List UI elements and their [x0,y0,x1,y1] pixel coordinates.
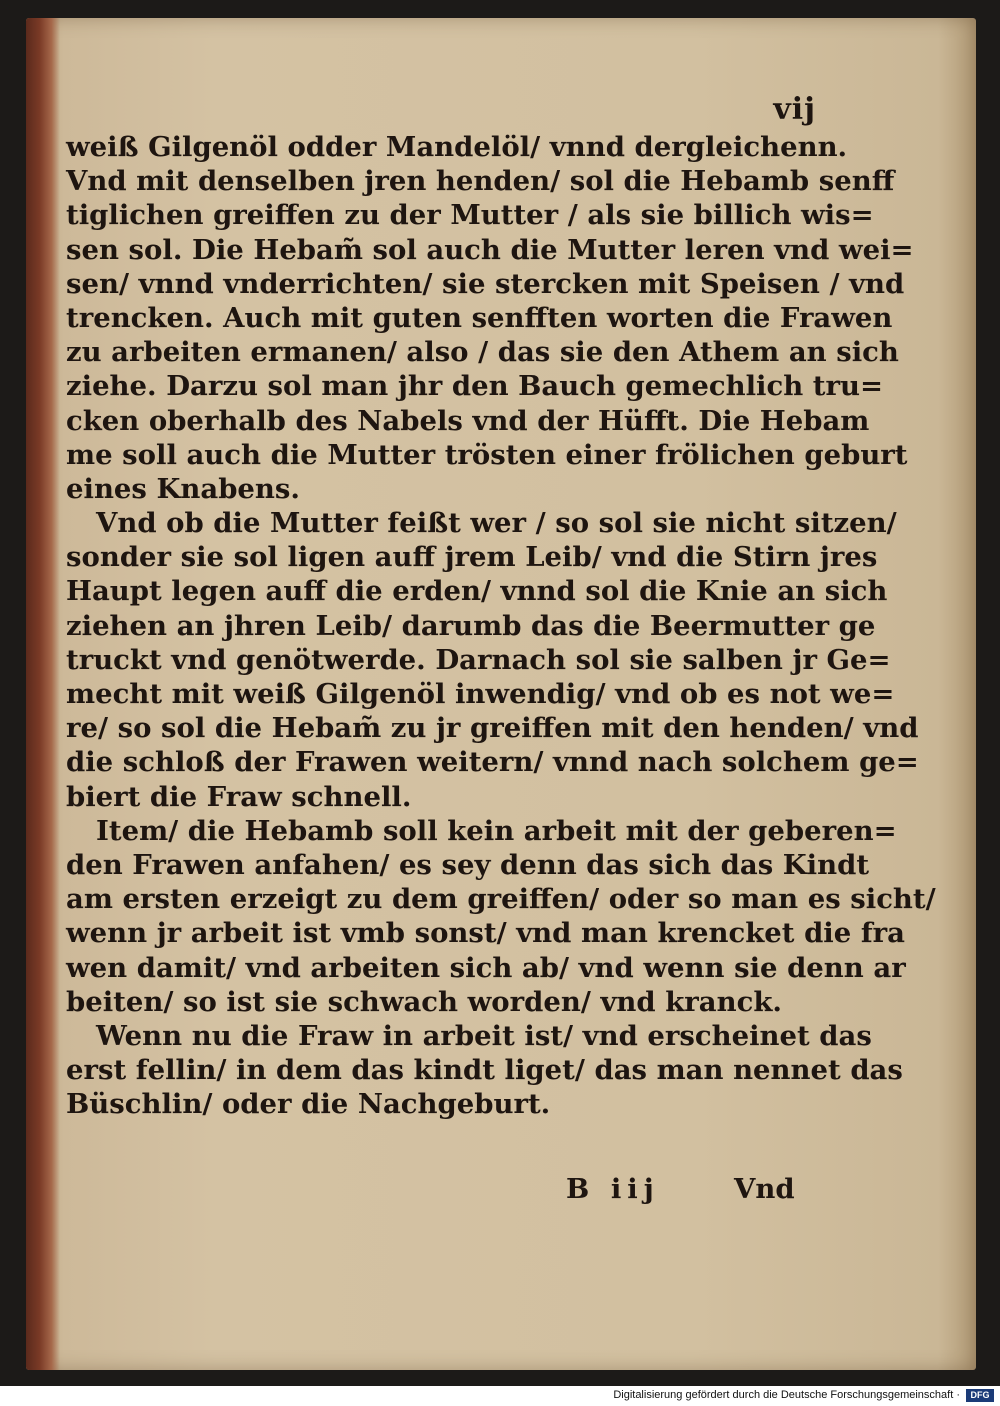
text-line: cken oberhalb des Nabels vnd der Hüfft. Die Hebam [66,404,870,437]
text-line: Haupt legen auff die erden/ vnnd sol die Knie an sich [66,575,888,608]
text-line: ziehe. Darzu sol man jhr den Bauch gemechlich tru= [66,370,884,403]
funding-credit: Digitalisierung gefördert durch die Deutsche Forschungsgemeinschaft · [613,1389,960,1401]
text-line: tiglichen greiffen zu der Mutter / als sie billich wis= [66,199,874,232]
text-line: eines Knabens. [66,472,300,505]
text-line: Vnd mit denselben jren henden/ sol die Hebamb senff [66,165,895,198]
text-line: sen/ vnnd vnderrichten/ sie stercken mit Speisen / vnd [66,267,905,300]
text-line: biert die Fraw schnell. [66,780,412,813]
text-line: sen sol. Die Hebam̃ sol auch die Mutter leren vnd wei= [66,233,914,266]
catchline [26,1173,976,1213]
book-spine [26,18,60,1370]
text-line: weiß Gilgenöl odder Mandelöl/ vnnd dergleichenn. [66,131,848,163]
catchword: Vnd [734,1173,795,1205]
body-text [66,130,936,1121]
text-line: die schloß der Frawen weitern/ vnnd nach solchem ge= [66,746,919,779]
text-line: truckt vnd genötwerde. Darnach sol sie salben jr Ge= [66,643,891,676]
text-line: mecht mit weiß Gilgenöl inwendig/ vnd ob es not we= [66,678,895,710]
text-line: erst fellin/ in dem das kindt liget/ das man nennet das [66,1054,903,1087]
text-line: Wenn nu die Fraw in arbeit ist/ vnd erscheinet das [96,1019,872,1052]
text-line: trencken. Auch mit guten senfften worten die Frawen [66,301,893,334]
text-line: sonder sie sol ligen auff jrem Leib/ vnd die Stirn jres [66,541,878,574]
text-line: am ersten erzeigt zu dem greiffen/ oder so man es sicht/ [66,883,936,916]
text-line: beiten/ so ist sie schwach worden/ vnd kranck. [66,985,782,1018]
text-line: Item/ die Hebamb soll kein arbeit mit der geberen= [96,814,897,847]
text-line: zu arbeiten ermanen/ also / das sie den Athem an sich [66,336,899,369]
dfg-logo: DFG [966,1389,994,1402]
text-line: Vnd ob die Mutter feißt wer / so sol sie nicht sitzen/ [96,507,897,540]
footer-bar [0,1386,1000,1406]
text-line: me soll auch die Mutter trösten einer frölichen geburt [66,438,908,471]
signature-mark: B iij [566,1173,660,1205]
book-page [26,18,976,1370]
text-line: ziehen an jhren Leib/ darumb das die Beermutter ge [66,609,876,642]
text-line: den Frawen anfahen/ es sey denn das sich das Kindt [66,848,870,881]
text-line: re/ so sol die Hebam̃ zu jr greiffen mit den henden/ vnd [66,712,919,745]
text-line: wen damit/ vnd arbeiten sich ab/ vnd wenn sie denn ar [66,951,906,984]
text-line: wenn jr arbeit ist vmb sonst/ vnd man krencket die fra [66,917,905,950]
text-line: Büschlin/ oder die Nachgeburt. [66,1088,551,1121]
folio-number: vij [773,92,816,127]
